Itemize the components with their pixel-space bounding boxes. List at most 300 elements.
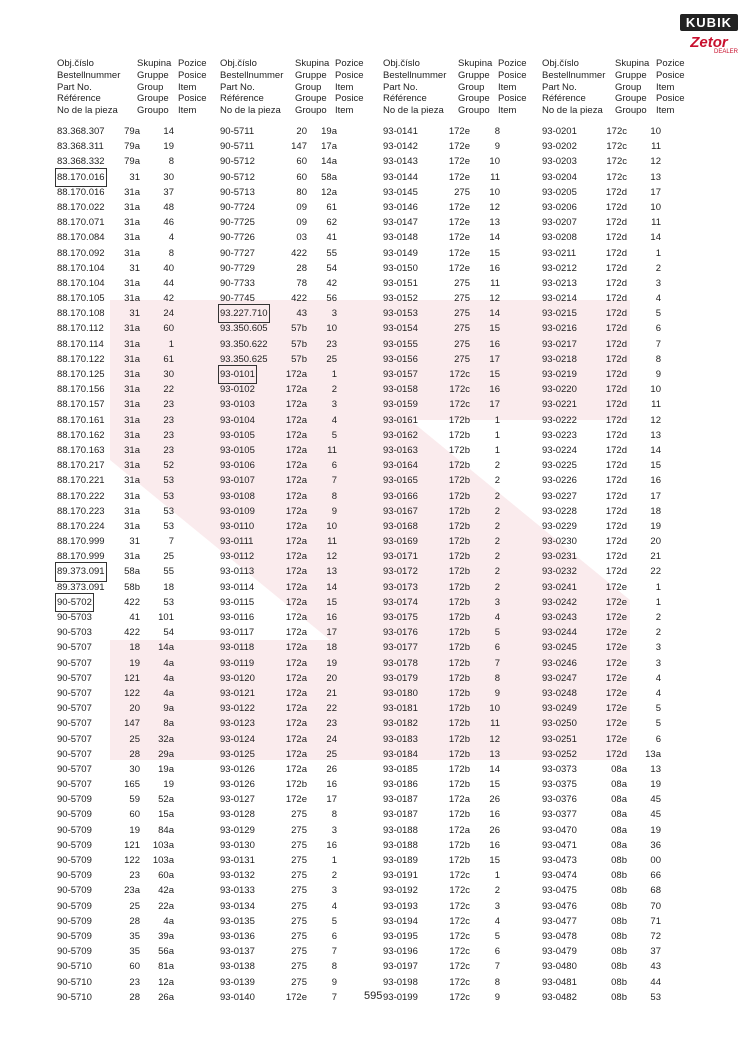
part-number: 88.170.122 xyxy=(57,353,105,365)
group-value: 172e xyxy=(605,718,627,730)
item-value: 2 xyxy=(655,612,661,623)
part-number: 90-7724 xyxy=(220,201,255,213)
item-value: 6 xyxy=(331,930,337,942)
item-value: 20 xyxy=(326,672,337,684)
part-number: 93-0470 xyxy=(542,824,577,836)
group-value: 31a xyxy=(124,277,140,289)
part-number: 90-5709 xyxy=(57,870,92,882)
group-value: 172b xyxy=(448,566,470,578)
item-value: 5 xyxy=(331,915,337,927)
part-number: 93-0245 xyxy=(542,642,577,654)
group-value: 31a xyxy=(124,520,140,532)
part-number: 93-0184 xyxy=(383,748,418,760)
item-value: 1 xyxy=(168,338,174,350)
item-value: 5 xyxy=(655,718,661,730)
group-value: 275 xyxy=(291,930,307,942)
part-number: 93-0158 xyxy=(383,384,418,396)
group-value: 172b xyxy=(448,657,470,669)
item-value: 16 xyxy=(326,839,337,851)
item-value: 53 xyxy=(163,505,174,517)
group-value: 172c xyxy=(449,870,470,882)
item-value: 23 xyxy=(163,399,174,411)
group-value: 172b xyxy=(448,672,470,684)
item-value: 22 xyxy=(650,566,661,578)
item-value: 1 xyxy=(331,369,337,380)
part-number: 88.170.222 xyxy=(57,490,105,502)
item-value: 15 xyxy=(650,460,661,472)
group-value: 172c xyxy=(449,900,470,912)
part-number: 88.170.105 xyxy=(57,293,105,305)
page-number: 595 xyxy=(364,990,383,1002)
group-value: 43 xyxy=(296,308,307,320)
item-value: 13 xyxy=(489,217,500,229)
item-value: 71 xyxy=(650,915,661,927)
group-value: 422 xyxy=(291,247,307,259)
part-number: 93-0115 xyxy=(220,596,255,608)
part-number: 93-0248 xyxy=(542,687,577,699)
group-value: 57b xyxy=(291,353,307,365)
group-value: 172e xyxy=(605,642,627,654)
part-number: 93-0202 xyxy=(542,141,577,153)
item-value: 2 xyxy=(494,581,500,593)
item-value: 15a xyxy=(158,809,174,821)
group-value: 172b xyxy=(448,627,470,639)
part-number: 93-0157 xyxy=(383,369,418,380)
logo-make: Zetor xyxy=(690,34,728,51)
item-value: 22 xyxy=(163,384,174,396)
item-value: 30 xyxy=(163,171,174,183)
group-value: 172e xyxy=(448,171,470,183)
item-value: 42 xyxy=(163,293,174,305)
group-value: 172d xyxy=(605,429,627,441)
part-number: 93-0375 xyxy=(542,779,577,791)
part-number: 90-5707 xyxy=(57,733,92,745)
part-number: 93-0471 xyxy=(542,839,577,851)
item-value: 2 xyxy=(331,384,337,396)
item-value: 44 xyxy=(650,976,661,988)
group-value: 172b xyxy=(448,429,470,441)
part-number: 93-0231 xyxy=(542,551,577,563)
item-value: 14 xyxy=(650,232,661,244)
item-value: 41 xyxy=(326,232,337,244)
group-value: 172a xyxy=(285,429,307,441)
group-value: 08a xyxy=(611,779,627,791)
group-value: 172e xyxy=(605,612,627,623)
item-value: 37 xyxy=(163,186,174,198)
group-value: 172d xyxy=(605,293,627,305)
item-value: 12 xyxy=(489,733,500,745)
group-value: 172d xyxy=(605,414,627,426)
item-value: 39a xyxy=(158,930,174,942)
group-value: 172e xyxy=(605,672,627,684)
item-value: 61 xyxy=(326,201,337,213)
header-item: Pozice Posice Item Posice Item xyxy=(656,58,685,117)
part-number: 90-7729 xyxy=(220,262,255,274)
part-number: 90-5707 xyxy=(57,672,92,684)
group-value: 172d xyxy=(605,247,627,259)
group-value: 172d xyxy=(605,262,627,274)
group-value: 172d xyxy=(605,505,627,517)
item-value: 17 xyxy=(489,353,500,365)
item-value: 54 xyxy=(326,262,337,274)
item-value: 18 xyxy=(163,581,174,593)
group-value: 275 xyxy=(291,855,307,866)
item-value: 26 xyxy=(489,794,500,806)
item-value: 1 xyxy=(494,429,500,441)
item-value: 13 xyxy=(489,748,500,760)
group-value: 275 xyxy=(291,961,307,973)
group-value: 172a xyxy=(285,687,307,699)
group-value: 172a xyxy=(285,612,307,623)
part-number: 90-5712 xyxy=(220,171,255,183)
group-value: 172d xyxy=(605,338,627,350)
part-number: 93-0109 xyxy=(220,505,255,517)
group-value: 08b xyxy=(611,961,627,973)
item-value: 37 xyxy=(650,946,661,958)
group-value: 19 xyxy=(129,657,140,669)
part-number: 93-0217 xyxy=(542,338,577,350)
group-value: 172a xyxy=(448,824,470,836)
group-value: 08a xyxy=(611,824,627,836)
group-value: 172c xyxy=(606,141,627,153)
item-value: 17 xyxy=(650,490,661,502)
item-value: 46 xyxy=(163,217,174,229)
group-value: 275 xyxy=(291,839,307,851)
part-number: 90-5707 xyxy=(57,779,92,791)
part-number: 93-0220 xyxy=(542,384,577,396)
part-number: 93-0148 xyxy=(383,232,418,244)
part-number: 90-5709 xyxy=(57,900,92,912)
item-value: 7 xyxy=(655,338,661,350)
item-value: 2 xyxy=(494,520,500,532)
group-value: 172b xyxy=(448,475,470,487)
item-value: 22a xyxy=(158,900,174,912)
part-number: 83.368.332 xyxy=(57,156,105,168)
item-value: 25 xyxy=(326,353,337,365)
part-number: 93-0146 xyxy=(383,201,418,213)
part-number: 93-0249 xyxy=(542,703,577,715)
part-number: 93-0113 xyxy=(220,566,255,578)
part-number: 93-0128 xyxy=(220,809,255,821)
item-value: 19 xyxy=(326,657,337,669)
part-number: 90-5707 xyxy=(57,657,92,669)
item-value: 55 xyxy=(326,247,337,259)
part-number: 90-5707 xyxy=(57,642,92,654)
part-number: 88.170.104 xyxy=(57,262,105,274)
item-value: 61 xyxy=(163,353,174,365)
item-value: 3 xyxy=(494,900,500,912)
group-value: 31a xyxy=(124,384,140,396)
part-number: 93-0227 xyxy=(542,490,577,502)
item-value: 16 xyxy=(489,384,500,396)
item-value: 21 xyxy=(326,687,337,699)
group-value: 28 xyxy=(129,991,140,1003)
item-value: 16 xyxy=(489,262,500,274)
group-value: 172d xyxy=(605,353,627,365)
item-value: 7 xyxy=(331,946,337,958)
part-number: 93-0193 xyxy=(383,900,418,912)
part-number: 93-0229 xyxy=(542,520,577,532)
header-item: Pozice Posice Item Posice Item xyxy=(498,58,527,117)
group-value: 172b xyxy=(448,779,470,791)
item-value: 7 xyxy=(331,991,337,1003)
group-value: 275 xyxy=(454,338,470,350)
part-number: 93-0165 xyxy=(383,475,418,487)
item-value: 9 xyxy=(494,991,500,1003)
item-value: 40 xyxy=(163,262,174,274)
part-number: 93-0133 xyxy=(220,885,255,897)
item-value: 7 xyxy=(494,961,500,973)
part-number: 93-0117 xyxy=(220,627,255,639)
part-number: 93-0147 xyxy=(383,217,418,229)
group-value: 57b xyxy=(291,338,307,350)
part-number: 93-0122 xyxy=(220,703,255,715)
item-value: 8 xyxy=(494,976,500,988)
part-number: 93-0185 xyxy=(383,763,418,775)
item-value: 103a xyxy=(152,839,174,851)
part-number: 93-0204 xyxy=(542,171,577,183)
item-value: 17 xyxy=(650,186,661,198)
part-number: 88.170.157 xyxy=(57,399,105,411)
part-number: 90-7727 xyxy=(220,247,255,259)
group-value: 172a xyxy=(285,718,307,730)
group-value: 31a xyxy=(124,247,140,259)
part-number: 93-0207 xyxy=(542,217,577,229)
part-number: 93-0377 xyxy=(542,809,577,821)
item-value: 4 xyxy=(655,687,661,699)
group-value: 422 xyxy=(124,596,140,608)
group-value: 31a xyxy=(124,551,140,563)
item-value: 2 xyxy=(494,566,500,578)
item-value: 11 xyxy=(490,171,500,183)
part-number: 83.368.307 xyxy=(57,126,105,137)
part-number: 93-0103 xyxy=(220,399,255,411)
group-value: 09 xyxy=(296,201,307,213)
group-value: 172d xyxy=(605,308,627,320)
item-value: 15 xyxy=(489,323,500,335)
part-number: 93-0186 xyxy=(383,779,418,791)
item-value: 7 xyxy=(168,536,174,548)
kubik-zetor-logo xyxy=(680,14,738,62)
item-value: 8 xyxy=(655,353,661,365)
item-value: 16 xyxy=(326,612,337,623)
part-number: 93-0251 xyxy=(542,733,577,745)
group-value: 172e xyxy=(285,991,307,1003)
part-number: 93-0172 xyxy=(383,566,418,578)
item-value: 14 xyxy=(489,308,500,320)
part-number: 93-0174 xyxy=(383,596,418,608)
part-number: 93-0176 xyxy=(383,627,418,639)
logo-brand: KUBIK xyxy=(680,14,738,31)
group-value: 122 xyxy=(124,855,140,866)
group-value: 172b xyxy=(448,748,470,760)
part-number: 93-0166 xyxy=(383,490,418,502)
group-value: 172a xyxy=(285,536,307,548)
item-value: 29a xyxy=(158,748,174,760)
group-value: 172d xyxy=(605,201,627,213)
part-number: 93-0226 xyxy=(542,475,577,487)
part-number: 93-0155 xyxy=(383,338,418,350)
item-value: 21 xyxy=(650,551,661,563)
item-value: 16 xyxy=(326,779,337,791)
part-number: 93-0211 xyxy=(542,247,577,259)
group-value: 31a xyxy=(124,186,140,198)
group-value: 58a xyxy=(124,566,140,578)
group-value: 172b xyxy=(448,763,470,775)
group-value: 172a xyxy=(285,672,307,684)
item-value: 6 xyxy=(655,323,661,335)
group-value: 172b xyxy=(448,612,470,623)
part-number: 93-0194 xyxy=(383,915,418,927)
part-number: 90-5709 xyxy=(57,839,92,851)
group-value: 18 xyxy=(129,642,140,654)
group-value: 08b xyxy=(611,976,627,988)
item-value: 26a xyxy=(158,991,174,1003)
item-value: 17 xyxy=(326,794,337,806)
part-number: 93-0144 xyxy=(383,171,418,183)
part-number: 90-5709 xyxy=(57,794,92,806)
group-value: 172a xyxy=(285,490,307,502)
group-value: 57b xyxy=(291,323,307,335)
item-value: 2 xyxy=(494,885,500,897)
group-value: 172b xyxy=(448,551,470,563)
group-value: 172d xyxy=(605,369,627,380)
item-value: 11 xyxy=(490,718,500,730)
item-value: 3 xyxy=(331,308,337,320)
group-value: 172b xyxy=(285,779,307,791)
group-value: 275 xyxy=(454,308,470,320)
item-value: 14 xyxy=(326,581,337,593)
part-number: 93-0123 xyxy=(220,718,255,730)
item-value: 20 xyxy=(650,536,661,548)
part-number: 88.170.999 xyxy=(57,551,105,563)
part-number: 93-0142 xyxy=(383,141,418,153)
part-number: 93-0188 xyxy=(383,824,418,836)
item-value: 53 xyxy=(163,520,174,532)
item-value: 10 xyxy=(489,156,500,168)
item-value: 3 xyxy=(655,657,661,669)
item-value: 26 xyxy=(489,824,500,836)
part-number: 88.170.156 xyxy=(57,384,105,396)
item-value: 3 xyxy=(655,277,661,289)
part-number: 93-0477 xyxy=(542,915,577,927)
group-value: 275 xyxy=(291,900,307,912)
part-number: 93-0119 xyxy=(220,657,255,669)
item-value: 103a xyxy=(152,855,174,866)
part-number: 93-0191 xyxy=(383,870,418,882)
group-value: 172b xyxy=(448,520,470,532)
part-number: 93-0131 xyxy=(220,855,255,866)
part-number: 93-0108 xyxy=(220,490,255,502)
item-value: 8a xyxy=(163,718,174,730)
part-number: 93-0218 xyxy=(542,353,577,365)
item-value: 16 xyxy=(650,475,661,487)
item-value: 13 xyxy=(650,429,661,441)
group-value: 31a xyxy=(124,414,140,426)
part-number: 93-0180 xyxy=(383,687,418,699)
group-value: 172c xyxy=(449,961,470,973)
item-value: 6 xyxy=(655,733,661,745)
part-number: 93-0203 xyxy=(542,156,577,168)
item-value: 5 xyxy=(494,930,500,942)
item-value: 10 xyxy=(650,126,661,137)
part-number: 88.170.999 xyxy=(57,536,105,548)
item-value: 15 xyxy=(489,369,500,380)
part-number: 93-0169 xyxy=(383,536,418,548)
item-value: 42 xyxy=(326,277,337,289)
item-value: 10 xyxy=(326,520,337,532)
group-value: 172a xyxy=(285,596,307,608)
group-value: 172a xyxy=(285,733,307,745)
item-value: 84a xyxy=(158,824,174,836)
group-value: 172e xyxy=(448,232,470,244)
part-number: 93-0102 xyxy=(220,384,255,396)
part-number: 93-0201 xyxy=(542,126,577,137)
group-value: 172e xyxy=(605,733,627,745)
item-value: 3 xyxy=(331,885,337,897)
item-value: 19 xyxy=(163,779,174,791)
group-value: 172a xyxy=(285,475,307,487)
group-value: 172e xyxy=(448,141,470,153)
part-number: 93-0162 xyxy=(383,429,418,441)
item-value: 48 xyxy=(163,201,174,213)
item-value: 4 xyxy=(331,414,337,426)
item-value: 8 xyxy=(168,247,174,259)
item-value: 11 xyxy=(490,277,500,289)
item-value: 36 xyxy=(650,839,661,851)
group-value: 172c xyxy=(449,885,470,897)
item-value: 12 xyxy=(489,201,500,213)
part-number: 93-0156 xyxy=(383,353,418,365)
item-value: 56a xyxy=(158,946,174,958)
part-number: 93-0129 xyxy=(220,824,255,836)
group-value: 172d xyxy=(605,748,627,760)
item-value: 53 xyxy=(650,991,661,1003)
item-value: 4a xyxy=(163,657,174,669)
item-value: 101 xyxy=(158,612,174,623)
group-value: 08b xyxy=(611,855,627,866)
item-value: 43 xyxy=(650,961,661,973)
group-value: 422 xyxy=(124,627,140,639)
item-value: 7 xyxy=(331,475,337,487)
part-number: 93-0126 xyxy=(220,779,255,791)
group-value: 172c xyxy=(449,946,470,958)
group-value: 172a xyxy=(285,520,307,532)
item-value: 23 xyxy=(163,444,174,456)
part-number: 93-0474 xyxy=(542,870,577,882)
group-value: 172a xyxy=(285,505,307,517)
group-value: 09 xyxy=(296,217,307,229)
part-number: 93.350.625 xyxy=(220,353,268,365)
item-value: 9 xyxy=(494,687,500,699)
part-number: 88.170.224 xyxy=(57,520,105,532)
item-value: 8 xyxy=(494,672,500,684)
item-value: 4 xyxy=(494,915,500,927)
item-value: 2 xyxy=(494,460,500,472)
item-value: 16 xyxy=(489,839,500,851)
group-value: 31a xyxy=(124,429,140,441)
item-value: 2 xyxy=(494,475,500,487)
item-value: 5 xyxy=(655,308,661,320)
item-value: 14a xyxy=(321,156,337,168)
item-value: 1 xyxy=(494,414,500,426)
part-number: 93-0480 xyxy=(542,961,577,973)
part-number: 93-0135 xyxy=(220,915,255,927)
part-number: 93-0105 xyxy=(220,429,255,441)
group-value: 23 xyxy=(129,870,140,882)
item-value: 2 xyxy=(655,627,661,639)
part-number: 93-0199 xyxy=(383,991,418,1003)
